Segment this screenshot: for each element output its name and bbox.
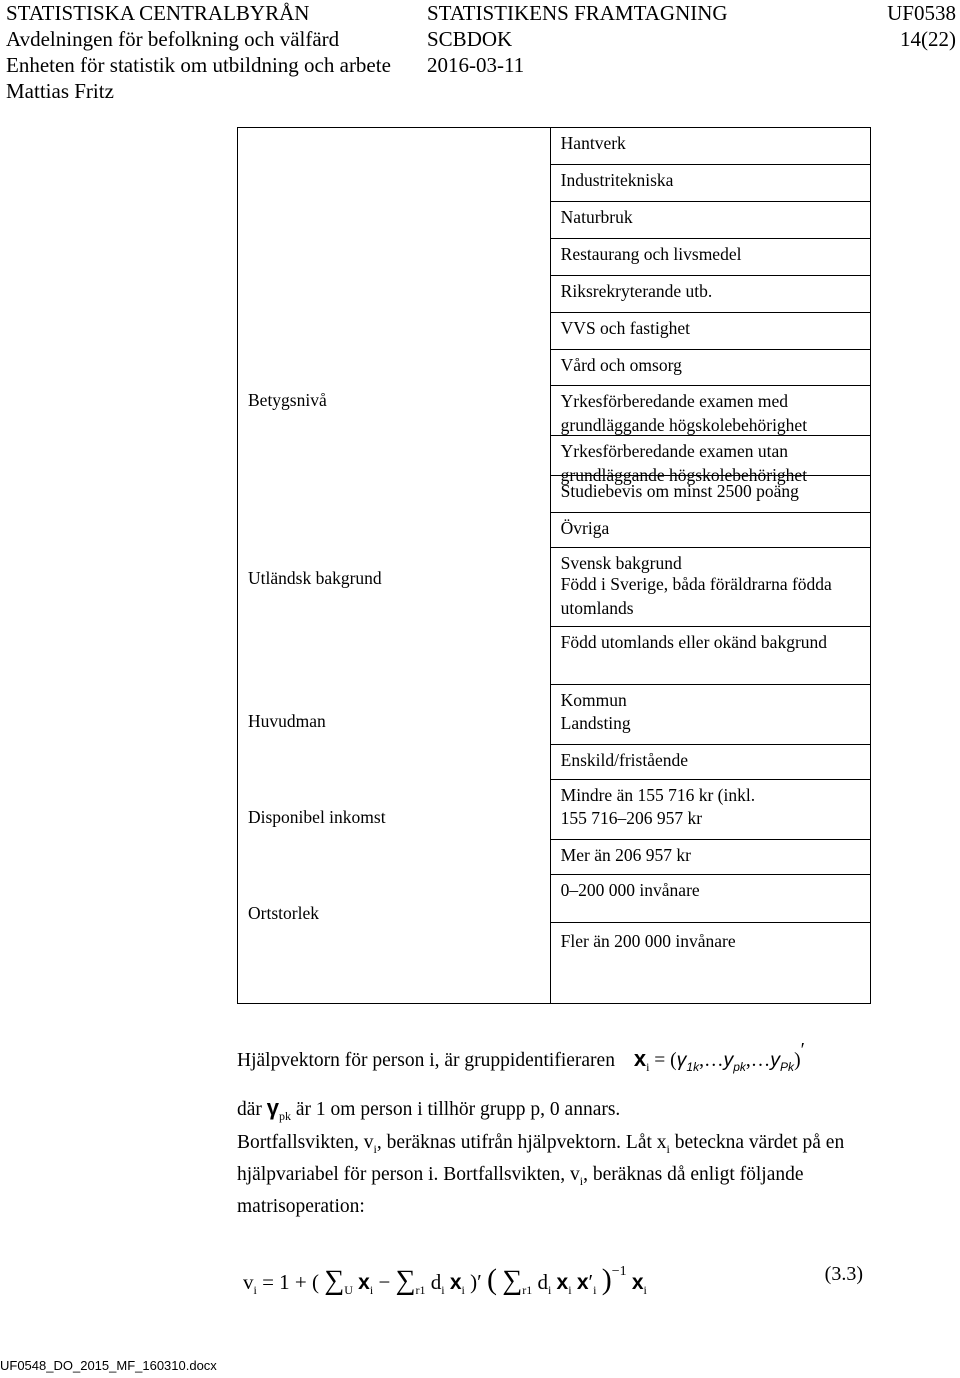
list-item: VVS och fastighet	[551, 313, 870, 350]
list-item: Restaurang och livsmedel	[551, 239, 870, 276]
list-item: Studiebevis om minst 2500 poäng	[551, 476, 870, 513]
header-left	[6, 0, 391, 104]
list-item: Yrkesförberedande examen utan grundläggande högskolebehörighet	[551, 436, 870, 476]
list-item: 155 716–206 957 kr	[551, 805, 870, 840]
header-middle	[427, 0, 728, 78]
list-item: Industritekniska	[551, 165, 870, 202]
list-item: Naturbruk	[551, 202, 870, 239]
header-doc-title: STATISTIKENS FRAMTAGNING	[427, 1, 728, 25]
response-weight-formula: $v_i = 1$ + ( $\sum_U$ $x_i - \sum_{r1}$ $d_i$ $x_i$ )′ ( $\sum_{r1}$ $d_i$ $x_i$ $x'_i$ )$^{-1}$ $x_i$ (3.3)	[243, 1263, 863, 1298]
paragraph-response-weight: Bortfallsvikten, $v_i$, beräknas utifrån hjälpvektorn. Låt $x_i$ beteckna värdet på en hjälpvariabel för person i. Bortfallsvikten, $v_i$, beräknas då enligt följande matrisoperation:	[237, 1132, 845, 1217]
list-item: Född utomlands eller okänd bakgrund	[551, 627, 870, 685]
paragraph-auxiliary-vector: Hjälpvektorn för person i, är gruppidentifieraren $x_i$ = $(\gamma_{1k},\dots y_{pk},\dots y_{Pk})'$	[237, 1040, 805, 1074]
header-page-number: 14(22)	[900, 27, 956, 51]
row-label-huvudman: Huvudman	[248, 711, 326, 731]
list-item: Mindre än 155 716 kr (inkl.	[560, 785, 756, 805]
list-item: Fler än 200 000 invånare	[560, 931, 736, 951]
list-item: Mer än 206 957 kr	[551, 840, 870, 875]
list-item: Svensk bakgrund	[560, 553, 682, 573]
variable-table	[237, 127, 871, 1004]
list-item: Född i Sverige, båda föräldrarna födda utomlands	[551, 571, 870, 627]
list-item: Landsting	[551, 710, 870, 745]
list-item: Vård och omsorg	[551, 350, 870, 386]
equation-number: (3.3)	[824, 1263, 863, 1285]
row-label-disponibel-inkomst: Disponibel inkomst	[248, 807, 386, 827]
list-item: Yrkesförberedande examen med grundläggande högskolebehörighet	[551, 386, 870, 436]
header-department: Avdelningen för befolkning och välfärd	[6, 27, 340, 51]
list-item: Övriga	[551, 513, 870, 548]
row-label-utlandsk-bakgrund: Utländsk bakgrund	[248, 568, 382, 588]
list-item: 0–200 000 invånare	[551, 875, 870, 923]
table-row	[238, 128, 871, 1004]
header-org: STATISTISKA CENTRALBYRÅN	[6, 1, 310, 25]
list-item: Enskild/fristående	[551, 745, 870, 780]
header-date: 2016-03-11	[427, 53, 525, 77]
paragraph-indicator: där $\gamma_{pk}$ är 1 om person i tillhör grupp p, 0 annars.	[237, 1095, 621, 1123]
footer-filename: UF0548_DO_2015_MF_160310.docx	[0, 1358, 217, 1373]
row-label-ortstorlek: Ortstorlek	[248, 903, 319, 923]
table-label-cell	[238, 128, 551, 1004]
list-item: Kommun	[560, 690, 627, 710]
header-product-code: UF0538	[887, 1, 956, 25]
header-unit: Enheten för statistik om utbildning och arbete	[6, 53, 391, 77]
list-item: Hantverk	[551, 128, 870, 165]
list-item: Riksrekryterande utb.	[551, 276, 870, 313]
header-author: Mattias Fritz	[6, 79, 114, 103]
header-doc-type: SCBDOK	[427, 27, 513, 51]
gruppidentifierare-formula: $x_i$ = $(\gamma_{1k},\dots y_{pk},\dots y_{Pk})'$	[633, 1040, 805, 1074]
row-label-betygsniva: Betygsnivå	[248, 390, 327, 410]
table-values-cell	[550, 128, 870, 1004]
header-right	[887, 0, 956, 52]
